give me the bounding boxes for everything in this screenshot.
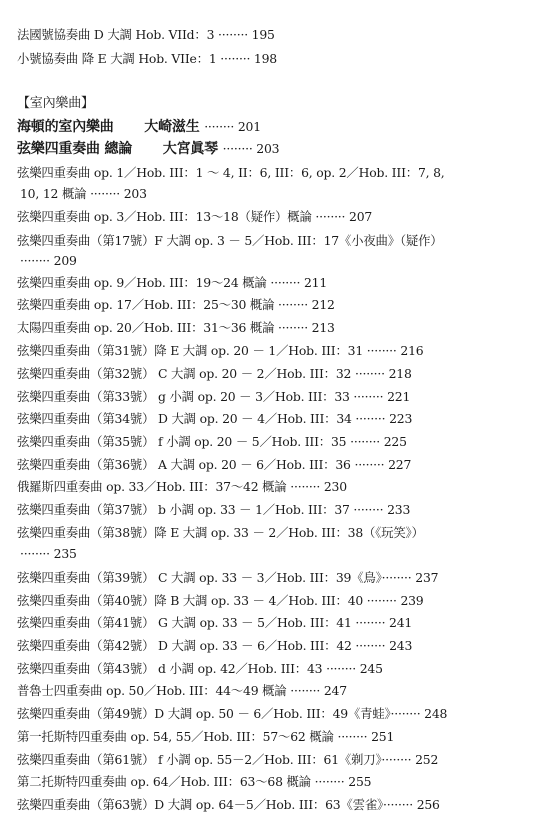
toc-entry: 太陽四重奏曲 op. 20／Hob. III：31～36 概論 ········ 213	[17, 320, 335, 335]
section-heading: 【室內樂曲】	[17, 96, 94, 111]
toc-entry: 弦樂四重奏曲（第61號） f 小調 op. 55－2／Hob. III：61《剃刀》········ 252	[17, 752, 439, 767]
toc-entry: 普魯士四重奏曲 op. 50／Hob. III：44～49 概論 ········ 247	[17, 683, 347, 698]
toc-entry: 弦樂四重奏曲 op. 17／Hob. III：25～30 概論 ········ 212	[17, 297, 335, 312]
toc-entry: 俄羅斯四重奏曲 op. 33／Hob. III：37～42 概論 ········ 230	[17, 479, 347, 494]
toc-entry: 弦樂四重奏曲（第17號）F 大調 op. 3 － 5／Hob. III：17《小夜曲》（疑作）	[17, 233, 443, 248]
toc-entry: 弦樂四重奏曲（第31號）降 E 大調 op. 20 － 1／Hob. III：31 ········ 216	[17, 343, 424, 358]
toc-entry-continuation: ········ 209	[20, 253, 77, 268]
essay-page: ········ 203	[222, 141, 280, 156]
toc-entry: 弦樂四重奏曲 op. 9／Hob. III：19～24 概論 ········ 211	[17, 275, 328, 290]
toc-entry-continuation: 10, 12 概論 ········ 203	[20, 186, 147, 201]
toc-entry: 弦樂四重奏曲（第33號） g 小調 op. 20 － 3／Hob. III：33 ········ 221	[17, 389, 411, 404]
toc-entry: 弦樂四重奏曲（第42號） D 大調 op. 33 － 6／Hob. III：42 ········ 243	[17, 638, 413, 653]
toc-entry: 弦樂四重奏曲 op. 3／Hob. III：13～18（疑作）概論 ········ 207	[17, 209, 373, 224]
essay-page: ········ 201	[204, 119, 261, 134]
essay-author: 大宮眞琴	[162, 141, 218, 157]
toc-entry-continuation: ········ 235	[20, 546, 77, 561]
essay-title: 弦樂四重奏曲 總論	[17, 141, 133, 157]
toc-entry: 弦樂四重奏曲（第49號）D 大調 op. 50 － 6／Hob. III：49《青蛙》········ 248	[17, 706, 448, 721]
toc-entry: 弦樂四重奏曲（第39號） C 大調 op. 33 － 3／Hob. III：39《鳥》········ 237	[17, 570, 439, 585]
toc-entry: 弦樂四重奏曲（第40號）降 B 大調 op. 33 － 4／Hob. III：40 ········ 239	[17, 593, 424, 608]
essay-title: 海頓的室內樂曲	[17, 119, 114, 135]
toc-entry: 弦樂四重奏曲（第37號） b 小調 op. 33 － 1／Hob. III：37 ········ 233	[17, 502, 411, 517]
toc-entry: 第一托斯特四重奏曲 op. 54, 55／Hob. III：57～62 概論 ········ 251	[17, 729, 395, 744]
toc-entry: 弦樂四重奏曲（第36號） A 大調 op. 20 － 6／Hob. III：36 ········ 227	[17, 457, 412, 472]
toc-entry: 第二托斯特四重奏曲 op. 64／Hob. III：63～68 概論 ········ 255	[17, 774, 372, 789]
toc-entry: 弦樂四重奏曲（第43號） d 小調 op. 42／Hob. III：43 ········ 245	[17, 661, 383, 676]
essay-author: 大崎滋生	[144, 119, 200, 135]
toc-entry: 小號協奏曲 降 E 大調 Hob. VIIe：1 ········ 198	[17, 51, 277, 66]
toc-entry: 弦樂四重奏曲（第32號） C 大調 op. 20 － 2／Hob. III：32 ········ 218	[17, 366, 412, 381]
toc-entry: 弦樂四重奏曲 op. 1／Hob. III：1 ～ 4, II：6, III：6, op. 2／Hob. III：7, 8,	[17, 165, 445, 180]
toc-entry: 弦樂四重奏曲（第35號） f 小調 op. 20 － 5／Hob. III：35 ········ 225	[17, 434, 407, 449]
toc-entry: 弦樂四重奏曲（第34號） D 大調 op. 20 － 4／Hob. III：34 ········ 223	[17, 411, 413, 426]
essay-entry	[17, 118, 550, 136]
toc-entry: 弦樂四重奏曲（第63號）D 大調 op. 64－5／Hob. III：63《雲雀》········ 256	[17, 797, 440, 812]
essay-entry	[17, 140, 550, 158]
toc-entry: 法國號協奏曲 D 大調 Hob. VIId：3 ········ 195	[17, 27, 275, 42]
toc-entry: 弦樂四重奏曲（第41號） G 大調 op. 33 － 5／Hob. III：41 ········ 241	[17, 615, 413, 630]
toc-entry: 弦樂四重奏曲（第38號）降 E 大調 op. 33 － 2／Hob. III：38（《玩笑》）	[17, 525, 424, 540]
